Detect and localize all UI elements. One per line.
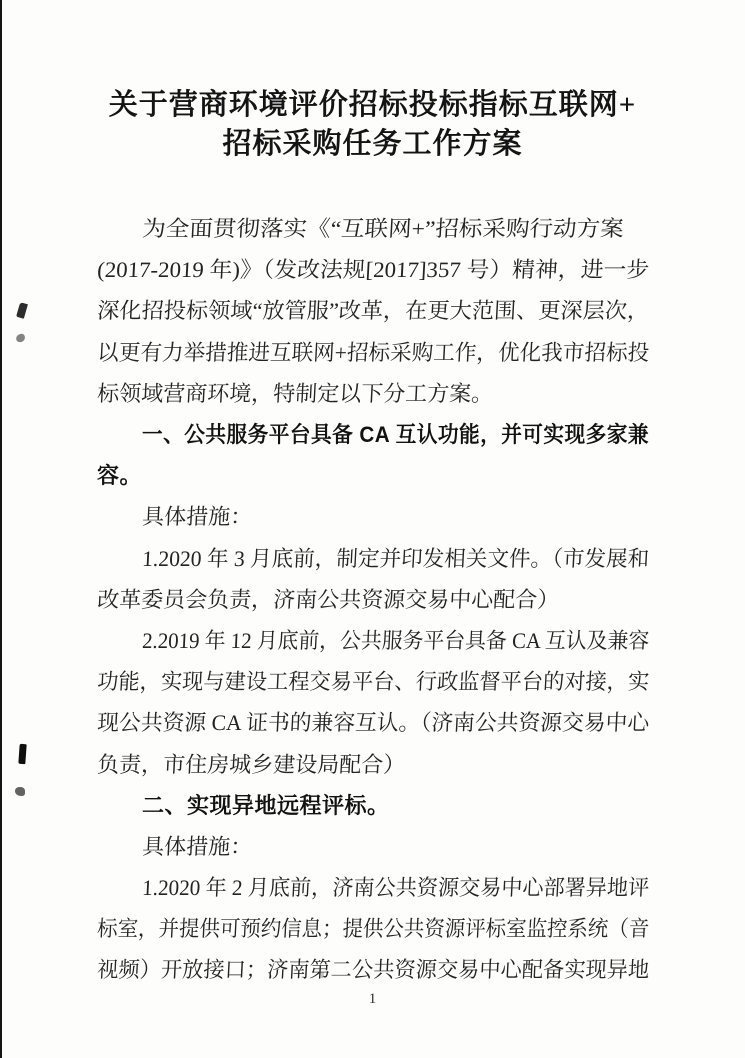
ink-speck	[16, 302, 28, 319]
body-line: 功能，实现与建设工程交易平台、行政监督平台的对接，实	[96, 669, 650, 695]
body-line: 视频）开放接口；济南第二公共资源交易中心配备实现异地	[96, 957, 650, 983]
body-line: 现公共资源 CA 证书的兼容互认。（济南公共资源交易中心	[96, 710, 650, 736]
section-heading-line: 容。	[97, 463, 143, 489]
body-line: 2.2019 年 12 月底前，公共服务平台具备 CA 互认及兼容	[141, 627, 650, 653]
subheading-line: 具体措施：	[141, 833, 253, 859]
ink-speck	[15, 333, 25, 343]
subheading-line: 具体措施：	[141, 504, 253, 530]
section-heading-line: 二、实现异地远程评标。	[142, 792, 390, 818]
body-line: 标室，并提供可预约信息；提供公共资源评标室监控系统（音	[96, 916, 650, 942]
body-line: 1.2020 年 2 月底前，济南公共资源交易中心部署异地评	[141, 875, 650, 901]
page-number: 1	[368, 991, 377, 1007]
body-line: 负责，市住房城乡建设局配合）	[96, 751, 406, 777]
body-line: 改革委员会负责，济南公共资源交易中心配合）	[96, 586, 560, 612]
body-line: 以更有力举措推进互联网+招标采购工作，优化我市招标投	[96, 339, 650, 365]
ink-speck	[15, 787, 25, 796]
body-line: 深化招投标领域“放管服”改革，在更大范围、更深层次，	[96, 298, 650, 324]
ink-speck	[18, 744, 26, 764]
body-line: 标领域营商环境，特制定以下分工方案。	[96, 380, 494, 406]
body-line: (2017-2019 年)》（发改法规[2017]357 号）精神，进一步	[96, 257, 650, 283]
body-line: 1.2020 年 3 月底前，制定并印发相关文件。（市发展和	[141, 545, 650, 571]
body-line: 为全面贯彻落实《“互联网+”招标采购行动方案	[141, 216, 625, 242]
document-title	[0, 86, 745, 164]
document-body	[97, 207, 649, 990]
title-line-1: 关于营商环境评价招标投标指标互联网+	[108, 89, 637, 121]
section-heading-line: 一、公共服务平台具备 CA 互认功能，并可实现多家兼	[142, 422, 650, 448]
title-line-2: 招标采购任务工作方案	[222, 128, 523, 160]
